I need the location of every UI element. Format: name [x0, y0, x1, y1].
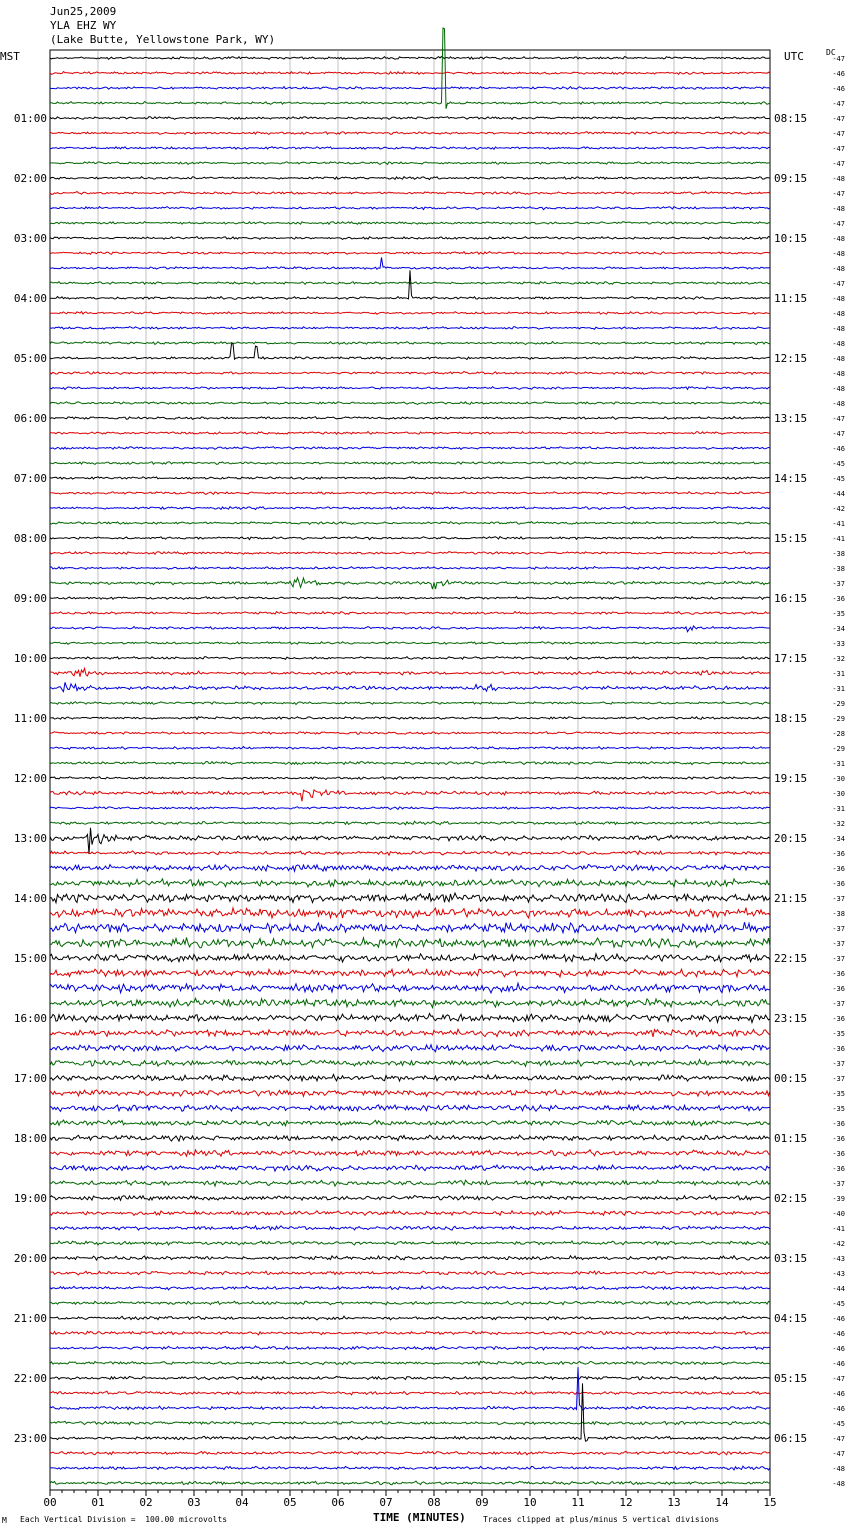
seismic-trace-line: [50, 1466, 770, 1470]
hour-label-mst: 19:00: [13, 1192, 47, 1205]
dc-offset-label: -47: [832, 220, 845, 228]
seismic-trace-line: [50, 343, 770, 359]
seismic-trace-line: [50, 702, 770, 705]
seismic-trace-line: [50, 1060, 770, 1067]
dc-offset-label: -36: [832, 865, 845, 873]
dc-offset-label: -48: [832, 265, 845, 273]
seismic-trace-line: [50, 922, 770, 933]
clipping-note: Traces clipped at plus/minus 5 vertical divisions: [483, 1515, 720, 1524]
hour-label-mst: 03:00: [13, 232, 47, 245]
x-tick-label: 07: [379, 1496, 393, 1509]
dc-offset-label: -29: [832, 700, 845, 708]
seismic-trace-line: [50, 327, 770, 330]
hour-label-mst: 13:00: [13, 832, 47, 845]
dc-offset-label: -42: [832, 1240, 845, 1248]
dc-offset-label: -32: [832, 655, 845, 663]
station-code: YLA EHZ WY: [50, 19, 117, 32]
dc-offset-label: -46: [832, 1315, 845, 1323]
dc-offset-label: -36: [832, 1165, 845, 1173]
dc-offset-label: -34: [832, 835, 845, 843]
dc-offset-label: -30: [832, 775, 845, 783]
seismic-trace-line: [50, 1165, 770, 1171]
hour-label-mst: 15:00: [13, 952, 47, 965]
seismic-trace-line: [50, 682, 770, 691]
seismic-trace-line: [50, 237, 770, 240]
dc-offset-label: -32: [832, 820, 845, 828]
seismic-trace-line: [50, 761, 770, 764]
seismic-trace-line: [50, 657, 770, 660]
hour-label-utc: 21:15: [774, 892, 808, 905]
seismic-trace-line: [50, 252, 770, 255]
dc-offset-label: -46: [832, 1360, 845, 1368]
dc-offset-label: -48: [832, 385, 845, 393]
hour-label-mst: 23:00: [13, 1432, 47, 1445]
seismic-trace-line: [50, 1195, 770, 1200]
dc-offset-label: -41: [832, 1225, 845, 1233]
seismic-trace-line: [50, 851, 770, 855]
seismic-trace-line: [50, 1211, 770, 1216]
seismic-trace-line: [50, 432, 770, 435]
x-tick-label: 13: [667, 1496, 681, 1509]
x-tick-label: 14: [715, 1496, 729, 1509]
seismic-trace-line: [50, 222, 770, 225]
dc-offset-label: -29: [832, 715, 845, 723]
seismic-trace-line: [50, 1271, 770, 1275]
seismic-trace-line: [50, 1316, 770, 1320]
hour-label-mst: 16:00: [13, 1012, 47, 1025]
dc-offset-label: -36: [832, 1150, 845, 1158]
hour-label-utc: 05:15: [774, 1372, 808, 1385]
seismic-trace-line: [50, 192, 770, 195]
dc-offset-label: -35: [832, 1090, 845, 1098]
dc-offset-label: -48: [832, 370, 845, 378]
dc-offset-label: -47: [832, 1435, 845, 1443]
seismic-trace-line: [50, 969, 770, 977]
seismic-trace-line: [50, 1346, 770, 1350]
dc-offset-label: -47: [832, 415, 845, 423]
x-tick-label: 00: [43, 1496, 57, 1509]
x-axis-title: TIME (MINUTES): [373, 1511, 466, 1524]
seismic-trace-line: [50, 1421, 770, 1425]
seismic-trace-line: [50, 342, 770, 345]
hour-label-mst: 02:00: [13, 172, 47, 185]
dc-offset-label: -47: [832, 280, 845, 288]
seismic-trace-line: [50, 117, 770, 120]
dc-offset-label: -37: [832, 895, 845, 903]
seismic-trace-line: [50, 1376, 770, 1380]
seismic-trace-line: [50, 747, 770, 750]
hour-label-mst: 12:00: [13, 772, 47, 785]
seismic-trace-line: [50, 1286, 770, 1290]
seismic-trace-line: [50, 626, 770, 632]
seismic-trace-line: [50, 57, 770, 60]
dc-offset-label: -38: [832, 565, 845, 573]
left-timezone-label: MST: [0, 50, 20, 63]
seismic-trace-line: [50, 28, 770, 109]
dc-offset-label: -29: [832, 745, 845, 753]
dc-offset-label: -48: [832, 235, 845, 243]
seismic-trace-line: [50, 1180, 770, 1186]
seismic-trace-line: [50, 821, 770, 824]
x-tick-label: 09: [475, 1496, 489, 1509]
seismic-trace-line: [50, 1090, 770, 1097]
dc-offset-label: -42: [832, 505, 845, 513]
dc-offset-label: -35: [832, 1030, 845, 1038]
dc-offset-label: -36: [832, 850, 845, 858]
hour-label-mst: 21:00: [13, 1312, 47, 1325]
hour-label-utc: 10:15: [774, 232, 808, 245]
x-tick-label: 03: [187, 1496, 201, 1509]
dc-offset-label: -37: [832, 955, 845, 963]
dc-offset-label: -37: [832, 1000, 845, 1008]
hour-label-utc: 14:15: [774, 472, 808, 485]
hour-label-utc: 08:15: [774, 112, 808, 125]
hour-label-utc: 17:15: [774, 652, 808, 665]
seismic-trace-line: [50, 522, 770, 525]
dc-offset-label: -48: [832, 340, 845, 348]
dc-offset-label: -47: [832, 55, 845, 63]
dc-offset-label: -48: [832, 250, 845, 258]
dc-offset-label: -37: [832, 580, 845, 588]
seismic-trace-line: [50, 807, 770, 810]
seismic-trace-line: [50, 1481, 770, 1485]
hour-label-mst: 01:00: [13, 112, 47, 125]
hour-label-mst: 22:00: [13, 1372, 47, 1385]
seismic-trace-line: [50, 1105, 770, 1112]
seismic-trace-line: [50, 865, 770, 872]
seismic-trace-line: [50, 1135, 770, 1141]
x-tick-label: 08: [427, 1496, 441, 1509]
x-tick-label: 15: [763, 1496, 777, 1509]
seismic-trace-line: [50, 477, 770, 480]
x-tick-label: 04: [235, 1496, 249, 1509]
seismic-trace-line: [50, 162, 770, 165]
dc-offset-label: -48: [832, 400, 845, 408]
seismic-trace-line: [50, 777, 770, 780]
seismic-trace-line: [50, 1361, 770, 1365]
dc-offset-label: -34: [832, 625, 845, 633]
dc-offset-label: -41: [832, 520, 845, 528]
hour-label-utc: 15:15: [774, 532, 808, 545]
hour-label-mst: 18:00: [13, 1132, 47, 1145]
x-tick-label: 11: [571, 1496, 585, 1509]
station-location: (Lake Butte, Yellowstone Park, WY): [50, 33, 276, 46]
x-tick-label: 10: [523, 1496, 537, 1509]
seismic-trace-line: [50, 1367, 770, 1410]
seismic-trace-line: [50, 1331, 770, 1335]
seismic-trace-line: [50, 998, 770, 1007]
dc-offset-label: -46: [832, 445, 845, 453]
seismic-trace-line: [50, 1256, 770, 1260]
dc-offset-label: -46: [832, 70, 845, 78]
seismic-trace-line: [50, 717, 770, 720]
hour-label-utc: 04:15: [774, 1312, 808, 1325]
seismic-trace-line: [50, 417, 770, 420]
right-timezone-label: UTC: [784, 50, 804, 63]
seismic-trace-line: [50, 1150, 770, 1157]
seismic-trace-line: [50, 954, 770, 962]
dc-offset-label: -28: [832, 730, 845, 738]
seismic-trace-line: [50, 1451, 770, 1454]
seismic-trace-line: [50, 87, 770, 90]
seismic-trace-line: [50, 1120, 770, 1126]
seismic-trace-line: [50, 578, 770, 589]
seismic-trace-line: [50, 270, 770, 299]
hour-label-utc: 23:15: [774, 1012, 808, 1025]
dc-offset-label: -45: [832, 475, 845, 483]
seismic-trace-line: [50, 828, 770, 854]
dc-offset-label: -48: [832, 205, 845, 213]
seismic-trace-line: [50, 612, 770, 615]
seismic-trace-line: [50, 537, 770, 540]
dc-offset-label: -43: [832, 1255, 845, 1263]
dc-offset-label: -44: [832, 1285, 845, 1293]
hour-label-utc: 19:15: [774, 772, 808, 785]
dc-offset-label: -48: [832, 1465, 845, 1473]
dc-offset-label: -47: [832, 1450, 845, 1458]
hour-label-utc: 12:15: [774, 352, 808, 365]
dc-offset-label: -36: [832, 1045, 845, 1053]
dc-offset-label: -33: [832, 640, 845, 648]
hour-label-mst: 07:00: [13, 472, 47, 485]
dc-offset-label: -37: [832, 925, 845, 933]
seismic-trace-line: [50, 147, 770, 150]
dc-offset-label: -39: [832, 1195, 845, 1203]
seismic-trace-line: [50, 132, 770, 135]
hour-label-utc: 00:15: [774, 1072, 808, 1085]
dc-offset-label: -31: [832, 760, 845, 768]
dc-offset-label: -47: [832, 430, 845, 438]
hour-label-utc: 16:15: [774, 592, 808, 605]
hour-label-mst: 20:00: [13, 1252, 47, 1265]
seismic-trace-line: [50, 642, 770, 645]
seismic-trace-line: [50, 257, 770, 269]
hour-label-utc: 22:15: [774, 952, 808, 965]
dc-offset-label: -45: [832, 1420, 845, 1428]
seismic-trace-line: [50, 1301, 770, 1305]
dc-offset-label: -47: [832, 145, 845, 153]
seismic-trace-line: [50, 177, 770, 180]
x-tick-label: 12: [619, 1496, 633, 1509]
dc-offset-label: -47: [832, 130, 845, 138]
dc-offset-header: DC: [826, 48, 836, 57]
hour-label-mst: 14:00: [13, 892, 47, 905]
hour-label-utc: 06:15: [774, 1432, 808, 1445]
x-tick-label: 06: [331, 1496, 345, 1509]
x-tick-label: 05: [283, 1496, 297, 1509]
seismic-trace-line: [50, 893, 770, 903]
mark-glyph: M: [2, 1516, 7, 1525]
hour-label-mst: 11:00: [13, 712, 47, 725]
dc-offset-label: -38: [832, 910, 845, 918]
plot-date: Jun25,2009: [50, 5, 117, 18]
dc-offset-label: -36: [832, 1135, 845, 1143]
dc-offset-label: -36: [832, 970, 845, 978]
seismic-trace-line: [50, 879, 770, 887]
hour-label-utc: 09:15: [774, 172, 808, 185]
dc-offset-label: -36: [832, 1120, 845, 1128]
dc-offset-label: -36: [832, 1015, 845, 1023]
seismic-trace-line: [50, 908, 770, 918]
dc-offset-label: -36: [832, 595, 845, 603]
dc-offset-label: -47: [832, 115, 845, 123]
hour-label-mst: 05:00: [13, 352, 47, 365]
seismic-trace-line: [50, 1226, 770, 1230]
hour-label-mst: 09:00: [13, 592, 47, 605]
dc-offset-label: -47: [832, 100, 845, 108]
dc-offset-label: -37: [832, 940, 845, 948]
dc-offset-label: -31: [832, 685, 845, 693]
seismic-trace-line: [50, 1241, 770, 1245]
seismic-trace-line: [50, 597, 770, 600]
dc-offset-label: -41: [832, 535, 845, 543]
seismic-trace-line: [50, 1029, 770, 1037]
seismic-trace-line: [50, 938, 770, 948]
dc-offset-label: -47: [832, 190, 845, 198]
seismic-trace-line: [50, 372, 770, 375]
hour-label-utc: 20:15: [774, 832, 808, 845]
dc-offset-label: -46: [832, 1330, 845, 1338]
dc-offset-label: -45: [832, 1300, 845, 1308]
dc-offset-label: -47: [832, 160, 845, 168]
dc-offset-label: -31: [832, 805, 845, 813]
seismic-trace-line: [50, 207, 770, 210]
seismic-trace-line: [50, 1391, 770, 1395]
hour-label-mst: 08:00: [13, 532, 47, 545]
seismic-trace-line: [50, 983, 770, 993]
hour-label-mst: 06:00: [13, 412, 47, 425]
seismic-trace-line: [50, 507, 770, 510]
dc-offset-label: -48: [832, 355, 845, 363]
dc-offset-label: -38: [832, 550, 845, 558]
vertical-scale-note: Each Vertical Division = 100.00 microvolts: [20, 1515, 228, 1524]
dc-offset-label: -36: [832, 880, 845, 888]
dc-offset-label: -47: [832, 1375, 845, 1383]
seismic-trace-line: [50, 1075, 770, 1082]
hour-label-utc: 13:15: [774, 412, 808, 425]
hour-label-utc: 11:15: [774, 292, 808, 305]
dc-offset-label: -45: [832, 460, 845, 468]
dc-offset-label: -44: [832, 490, 845, 498]
dc-offset-label: -31: [832, 670, 845, 678]
dc-offset-label: -46: [832, 1345, 845, 1353]
seismic-trace-line: [50, 790, 770, 801]
hour-label-mst: 10:00: [13, 652, 47, 665]
seismic-trace-line: [50, 492, 770, 495]
seismic-trace-line: [50, 402, 770, 405]
hour-label-utc: 02:15: [774, 1192, 808, 1205]
dc-offset-label: -37: [832, 1075, 845, 1083]
dc-offset-label: -48: [832, 295, 845, 303]
dc-offset-label: -48: [832, 175, 845, 183]
dc-offset-label: -37: [832, 1060, 845, 1068]
seismic-trace-line: [50, 552, 770, 555]
dc-offset-label: -48: [832, 310, 845, 318]
seismic-trace-line: [50, 1045, 770, 1052]
seismic-trace-line: [50, 447, 770, 450]
seismic-trace-line: [50, 312, 770, 315]
hour-label-utc: 01:15: [774, 1132, 808, 1145]
dc-offset-label: -46: [832, 85, 845, 93]
seismic-trace-line: [50, 668, 770, 676]
hour-label-mst: 17:00: [13, 1072, 47, 1085]
dc-offset-label: -36: [832, 985, 845, 993]
dc-offset-label: -43: [832, 1270, 845, 1278]
seismic-trace-line: [50, 72, 770, 75]
dc-offset-label: -37: [832, 1180, 845, 1188]
x-tick-label: 01: [91, 1496, 105, 1509]
x-tick-label: 02: [139, 1496, 153, 1509]
dc-offset-label: -46: [832, 1390, 845, 1398]
seismic-trace-line: [50, 462, 770, 465]
seismic-trace-line: [50, 387, 770, 390]
dc-offset-label: -40: [832, 1210, 845, 1218]
dc-offset-label: -46: [832, 1405, 845, 1413]
seismic-trace-line: [50, 1014, 770, 1023]
dc-offset-label: -30: [832, 790, 845, 798]
seismic-trace-line: [50, 282, 770, 285]
hour-label-utc: 18:15: [774, 712, 808, 725]
dc-offset-label: -35: [832, 610, 845, 618]
seismic-trace-line: [50, 732, 770, 735]
hour-label-mst: 04:00: [13, 292, 47, 305]
dc-offset-label: -35: [832, 1105, 845, 1113]
dc-offset-label: -48: [832, 1480, 845, 1488]
hour-label-utc: 03:15: [774, 1252, 808, 1265]
dc-offset-label: -48: [832, 325, 845, 333]
seismic-trace-line: [50, 567, 770, 570]
